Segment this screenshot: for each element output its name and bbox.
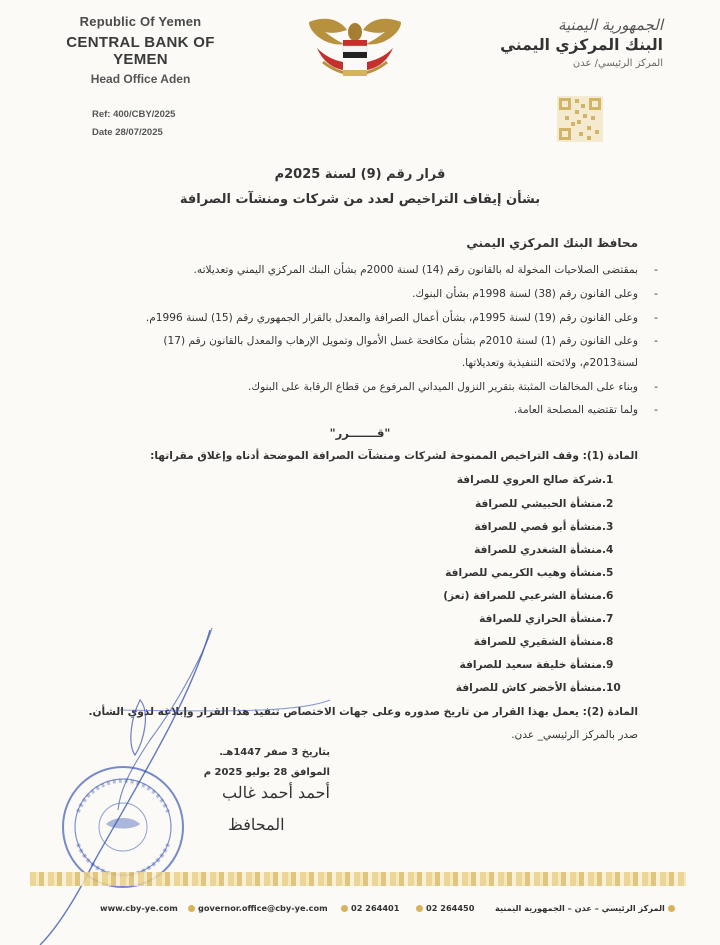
list-item-name: منشأة الشغدري للصرافة [474, 544, 602, 556]
issued-place: صدر بالمركز الرئيسي_ عدن. [511, 729, 638, 741]
reference-date: Date 28/07/2025 [92, 127, 163, 138]
footer-website: www.cby-ye.com [100, 903, 178, 913]
list-item-name: منشأة الحبيشي للصرافة [475, 498, 602, 510]
list-item-number: 6. [602, 590, 614, 602]
footer-email [185, 903, 328, 913]
office-name-ar: المركز الرئيسي/ عدن [572, 58, 663, 69]
country-name-ar: الجمهورية اليمنية [557, 16, 663, 34]
yemen-eagle-emblem-icon [303, 12, 407, 80]
list-item-number: 4. [602, 544, 614, 556]
recital-item: - وعلى القانون رقم (1) لسنة 2010م بشأن مكافحة غسل الأموال وتمويل الإرهاب والمعدل بالقانون رقم (17) [48, 335, 638, 347]
header-arabic [488, 16, 663, 69]
footer-address [495, 903, 678, 913]
list-item [457, 474, 628, 486]
footer-phone1 [338, 903, 399, 913]
recital-item: - ولما تقتضيه المصلحة العامة. [48, 404, 638, 416]
decorative-border-strip [30, 872, 686, 886]
country-name-en: Republic Of Yemen [79, 14, 202, 29]
signatory-title: المحافظ [228, 815, 285, 834]
list-item-name: شركة صالح العروي للصرافة [456, 474, 602, 486]
footer-phone2 [413, 903, 474, 913]
list-item-number: 2. [602, 498, 614, 510]
header-english [48, 14, 233, 86]
reference-block [92, 106, 175, 142]
list-item-number: 10. [602, 682, 621, 694]
list-item-name: منشأة خليفة سعيد للصرافة [459, 659, 602, 671]
bank-name-ar: البنك المركزي اليمني [500, 36, 663, 54]
list-item-number: 9. [602, 659, 614, 671]
date-gregorian: الموافق 28 يوليو 2025 م [203, 767, 330, 778]
bank-name-en: CENTRAL BANK OF YEMEN [66, 34, 215, 68]
list-item-name: منشأة الشقيري للصرافة [473, 636, 602, 648]
footer-phone1-text: 02 264401 [351, 903, 400, 913]
qr-code-icon [557, 96, 603, 142]
footer-phone2-text: 02 264450 [426, 903, 475, 913]
footer-address-text: المركز الرئيسي – عدن – الجمهورية اليمنية [495, 903, 665, 913]
list-item [479, 613, 628, 625]
list-item-name: منشأة الشرعبي للصرافة (تعز) [443, 590, 602, 602]
footer-email-text: governor.office@cby-ye.com [198, 903, 328, 913]
decision-subject: بشأن إيقاف التراخيص لعدد من شركات ومنشآت الصرافة [179, 192, 541, 207]
email-icon [188, 905, 195, 912]
article-2: المادة (2): يعمل بهذا القرار من تاريخ صدوره وعلى جهات الاختصاص تنفيذ هذا القرار وإبلاغه لذوي الشأن. [88, 706, 638, 718]
decision-title: قرار رقم (9) لسنة 2025م [274, 167, 446, 182]
list-item-number: 3. [602, 521, 614, 533]
list-item-number: 5. [602, 567, 614, 579]
location-pin-icon [668, 905, 675, 912]
governor-heading: محافظ البنك المركزي اليمني [466, 236, 638, 250]
list-item [456, 682, 628, 694]
recital-item: - بمقتضى الصلاحيات المخولة له بالقانون رقم (14) لسنة 2000م بشأن البنك المركزي اليمني وتعديلاته. [48, 264, 638, 276]
fax-icon [416, 905, 423, 912]
signatory-name: أحمد أحمد غالب [222, 783, 330, 802]
list-item [445, 567, 628, 579]
article-1: المادة (1): وقف التراخيص الممنوحة لشركات ومنشآت الصرافة الموضحة أدناه وإغلاق مقراتها: [150, 450, 638, 462]
phone-icon [341, 905, 348, 912]
list-item-name: منشأة الأخضر كاش للصرافة [455, 682, 602, 694]
recital-continuation: لسنة2013م، ولائحته التنفيذية وتعديلاتها. [461, 357, 638, 369]
list-item [443, 590, 628, 602]
list-item-name: منشأة أبو قصي للصرافة [474, 521, 602, 533]
list-item-name: منشأة الحرازي للصرافة [479, 613, 602, 625]
list-item-number: 1. [602, 474, 614, 486]
recital-item: - وعلى القانون رقم (38) لسنة 1998م بشأن البنوك. [48, 288, 638, 300]
decided-heading: "قـــــــرر" [329, 426, 391, 440]
list-item [474, 636, 628, 648]
list-item [460, 659, 628, 671]
list-item [474, 521, 628, 533]
list-item [474, 544, 628, 556]
list-item-name: منشأة وهيب الكريمي للصرافة [445, 567, 602, 579]
office-name-en: Head Office Aden [90, 72, 191, 86]
date-hijri: بتاريخ 3 صفر 1447هـ. [219, 747, 330, 758]
list-item-number: 8. [602, 636, 614, 648]
list-item [475, 498, 628, 510]
reference-number: Ref: 400/CBY/2025 [92, 109, 176, 120]
recital-item: - وعلى القانون رقم (19) لسنة 1995م، بشأن أعمال الصرافة والمعدل بالقرار الجمهوري رقم (15) لسنة 1996م. [48, 312, 638, 324]
list-item-number: 7. [602, 613, 614, 625]
recital-item: - وبناء على المخالفات المثبتة بتقرير النزول الميداني المرفوع من قطاع الرقابة على البنوك. [48, 381, 638, 393]
